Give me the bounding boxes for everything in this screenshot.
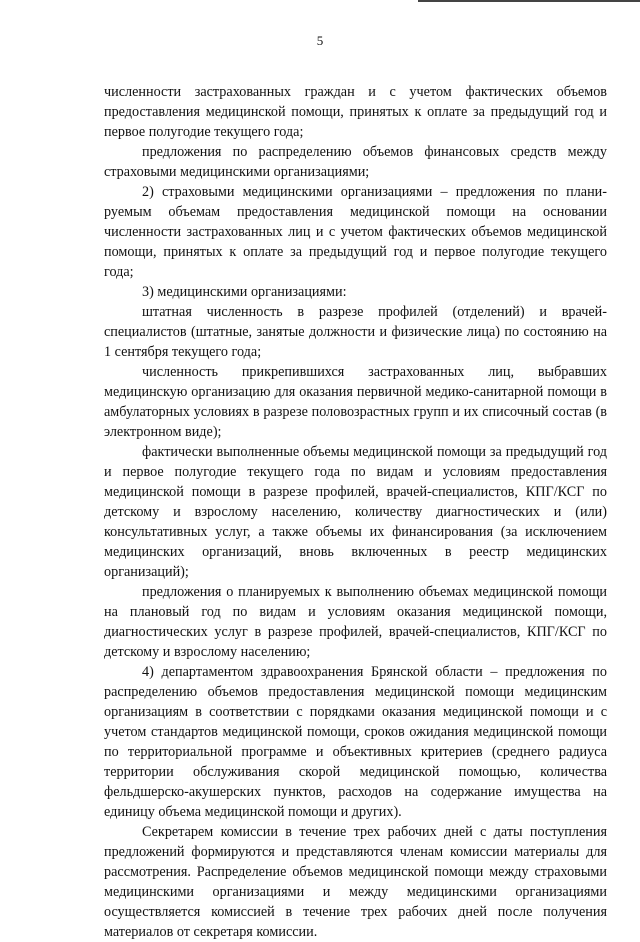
paragraph: 2) страховыми медицинскими организациями – предложения по планируемым объемам предоставления медицинской помощи на основании численности застрахованных лиц и с учетом фактических объемов медицинской помощи, принятых к оплате за предыдущий год и первое полугодие текущего года;: [104, 184, 607, 280]
page-number: 5: [316, 33, 324, 48]
paragraph: 4) департаментом здравоохранения Брянской области – предложения по распределению объемов предоставления медицинской помощи медицинским организациям в соответствии с порядками оказания медицинской помощи и с учетом стандартов медицинской помощи, сроков ожидания медицинской помощи по территориальной программе и объективных критериев (среднего радиуса территории обслуживания скорой медицинской помощью, количества фельдшерско-акушерских пунктов, расходов на содержание имущества на единицу объема медицинской помощи и других).: [104, 664, 607, 820]
body-text: [104, 82, 607, 942]
paragraph: предложения о планируемых к выполнению объемах медицинской помощи на плановый год по видам и условиям оказания медицинской помощи, диагностических услуг в разрезе профилей, врачей-специалистов, КПГ/КСГ по детскому и взрослому населению;: [104, 584, 607, 660]
paragraph: численность прикрепившихся застрахованных лиц, выбравших медицинскую организацию для оказания первичной медико-санитарной помощи в амбулаторных условиях в разрезе половозрастных групп и их списочный состав (в электронном виде);: [104, 364, 607, 440]
paragraph: штатная численность в разрезе профилей (отделений) и врачей-специалистов (штатные, занятые должности и физические лица) по состоянию на 1 сентября текущего года;: [104, 304, 607, 360]
paragraph: предложения по распределению объемов финансовых средств между страховыми медицинскими организациями;: [104, 144, 607, 180]
paragraph: фактически выполненные объемы медицинской помощи за предыдущий год и первое полугодие текущего года по видам и условиям предоставления медицинской помощи в разрезе профилей, врачей-специалистов, КПГ/КСГ по детскому и взрослому населению, количеству диагностических и (или) консультативных услуг, а также объемы их финансирования (за исключением медицинских организаций, вновь включенных в реестр медицинских организаций);: [104, 444, 607, 580]
paragraph: 3) медицинскими организациями:: [142, 284, 347, 300]
paragraph: Секретарем комиссии в течение трех рабочих дней с даты поступления предложений формируются и представляются членам комиссии материалы для рассмотрения. Распределение объемов медицинской помощи между страховыми медицинскими организациями и между медицинскими организациями осуществляется комиссией в течение трех рабочих дней после получения материалов от секретаря комиссии.: [104, 824, 607, 940]
paragraph: численности застрахованных граждан и с учетом фактических объемов предоставления медицинской помощи, принятых к оплате за предыдущий год и первое полугодие текущего года;: [104, 84, 607, 140]
top-rule: [418, 0, 640, 2]
